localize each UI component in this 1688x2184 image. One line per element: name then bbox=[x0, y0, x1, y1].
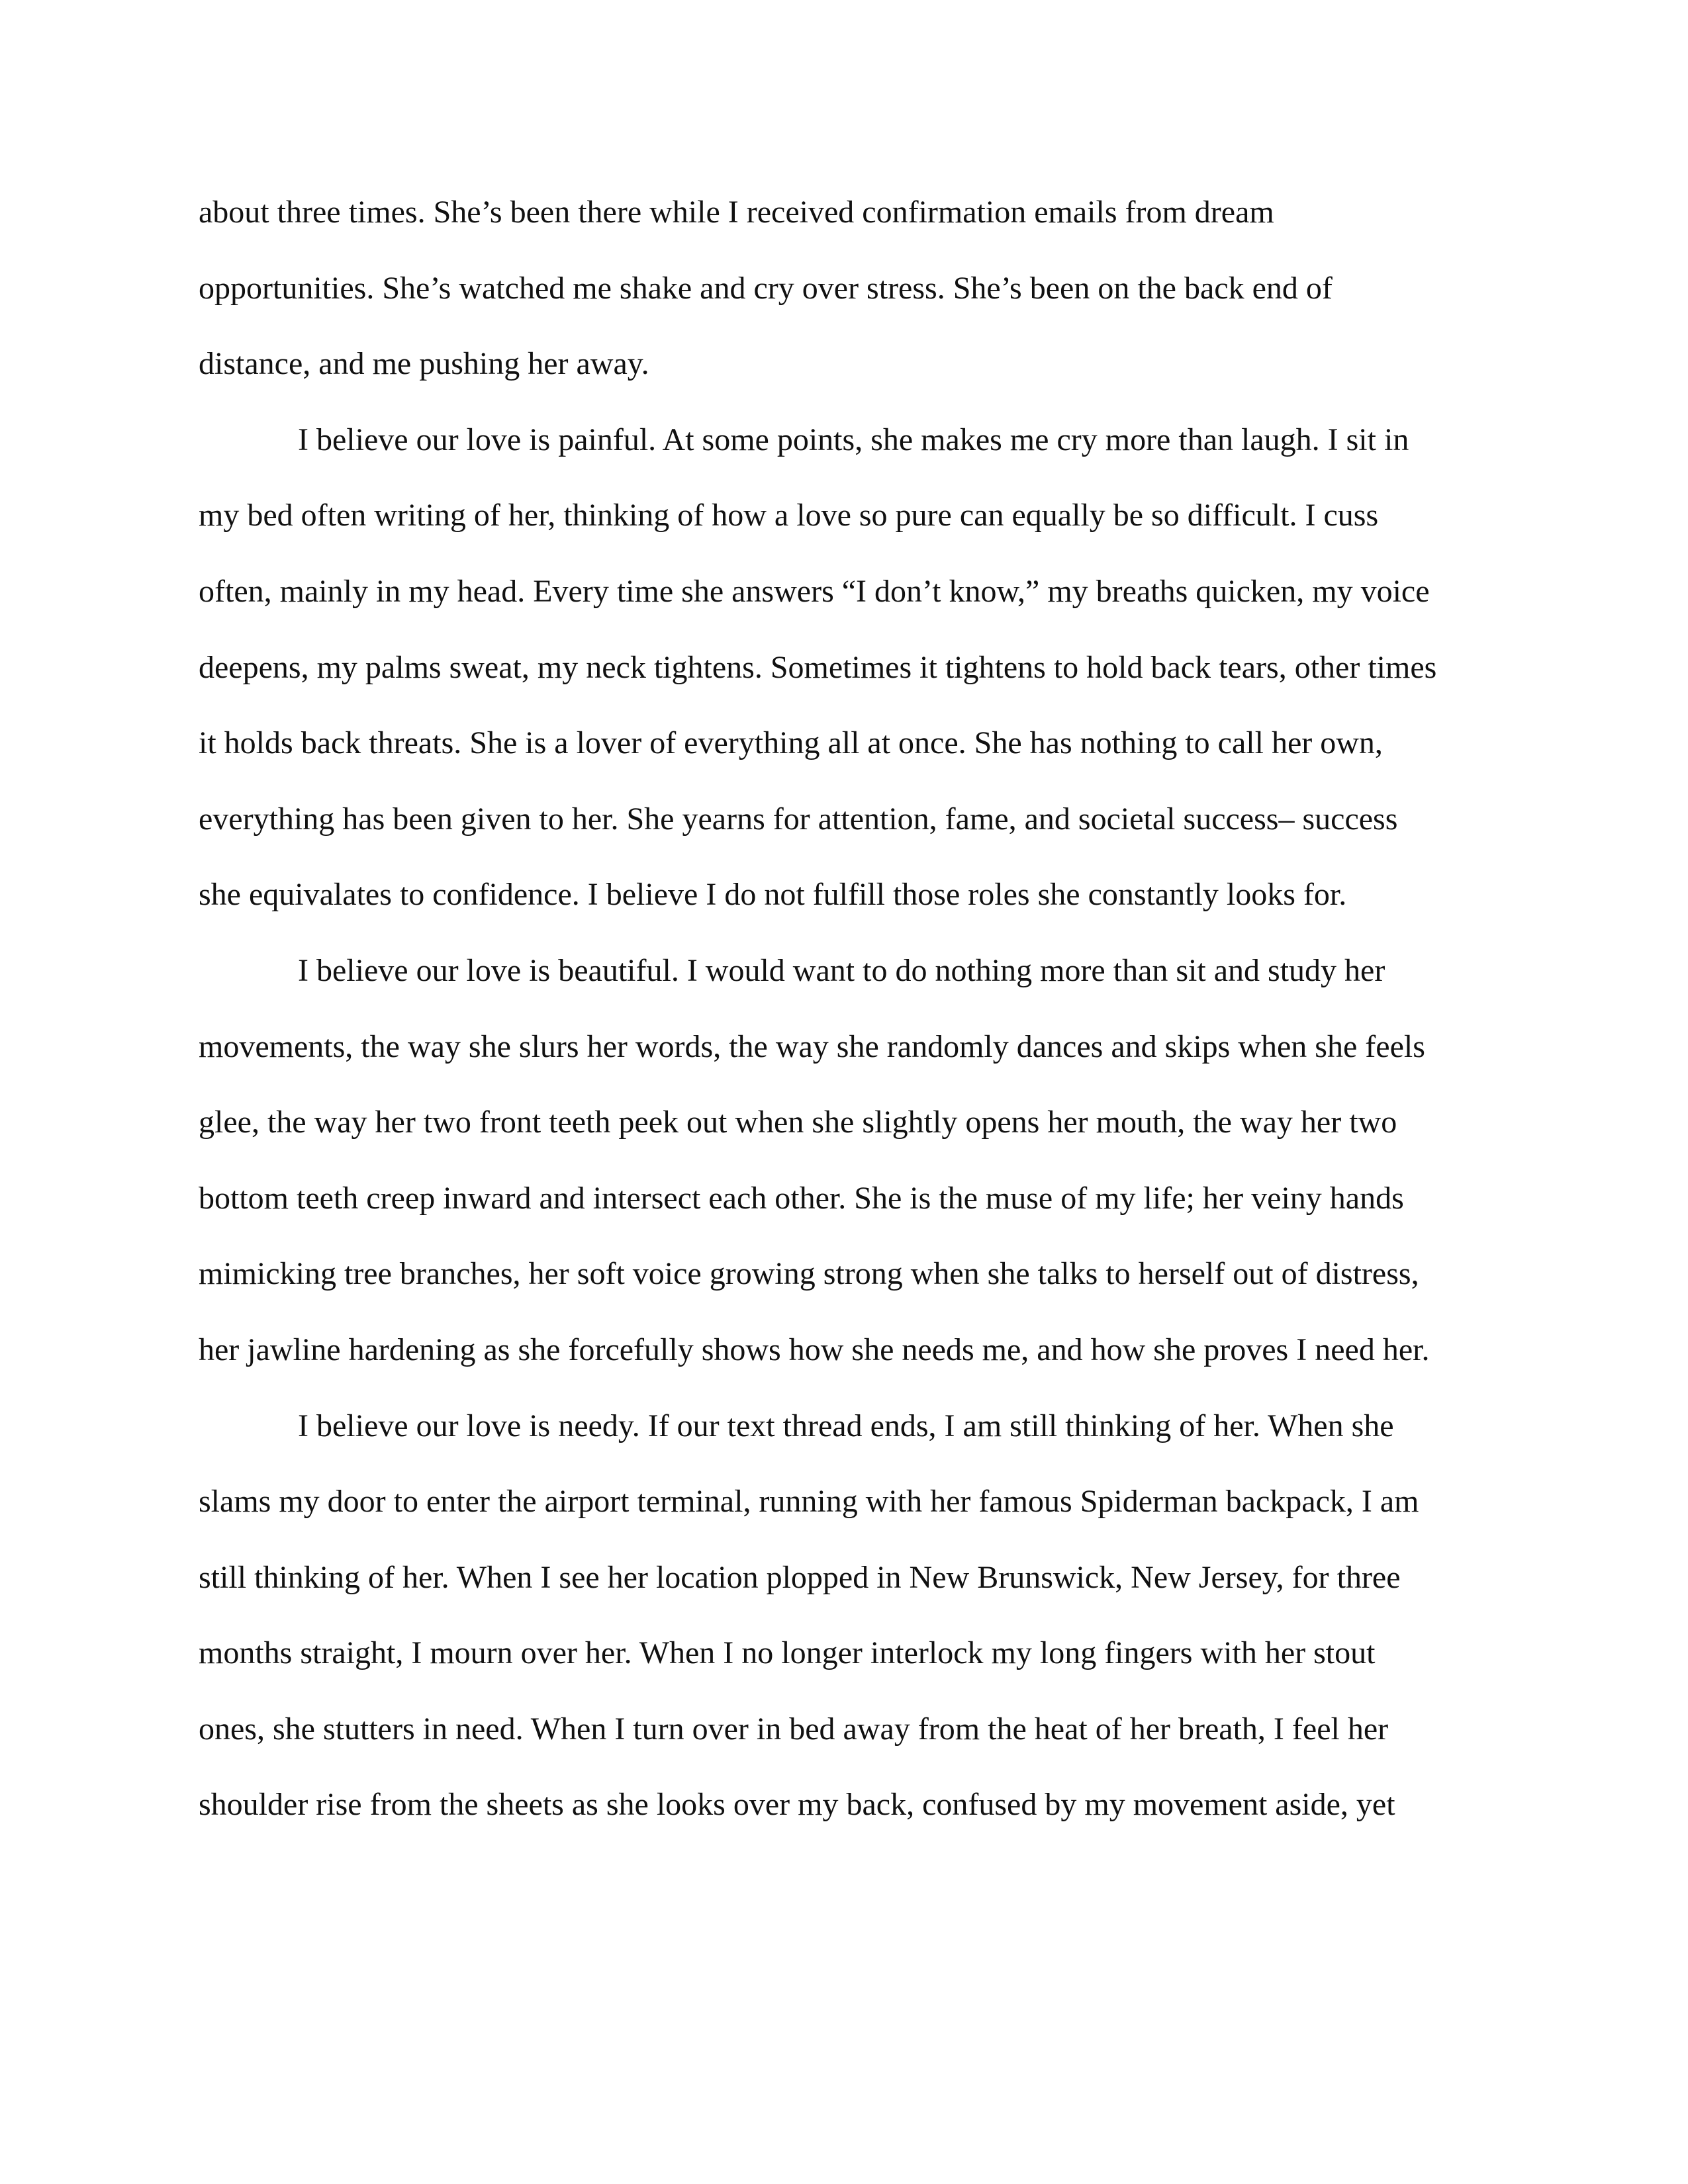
text-line: mimicking tree branches, her soft voice growing strong when she talks to herself out of distress, bbox=[199, 1256, 1419, 1292]
paragraph-first-line: I believe our love is painful. At some points, she makes me cry more than laugh. I sit in bbox=[298, 422, 1409, 457]
text-line: her jawline hardening as she forcefully shows how she needs me, and how she proves I need her. bbox=[199, 1332, 1430, 1367]
text-line: glee, the way her two front teeth peek out when she slightly opens her mouth, the way her two bbox=[199, 1105, 1397, 1140]
paragraph-first-line: I believe our love is needy. If our text thread ends, I am still thinking of her. When she bbox=[298, 1408, 1394, 1443]
text-line: it holds back threats. She is a lover of everything all at once. She has nothing to call her own, bbox=[199, 725, 1383, 761]
text-line: everything has been given to her. She yearns for attention, fame, and societal success– success bbox=[199, 801, 1398, 837]
text-line: often, mainly in my head. Every time she answers “I don’t know,” my breaths quicken, my voice bbox=[199, 573, 1430, 609]
text-line: my bed often writing of her, thinking of how a love so pure can equally be so difficult. I cuss bbox=[199, 498, 1379, 533]
paragraph-first-line: I believe our love is beautiful. I would want to do nothing more than sit and study her bbox=[298, 952, 1385, 988]
text-line: movements, the way she slurs her words, the way she randomly dances and skips when she feels bbox=[199, 1028, 1425, 1064]
text-line: bottom teeth creep inward and intersect each other. She is the muse of my life; her veiny hands bbox=[199, 1180, 1404, 1216]
text-line: she equivalates to confidence. I believe I do not fulfill those roles she constantly looks for. bbox=[199, 877, 1347, 913]
text-line: shoulder rise from the sheets as she looks over my back, confused by my movement aside, yet bbox=[199, 1787, 1395, 1823]
text-line: deepens, my palms sweat, my neck tightens. Sometimes it tightens to hold back tears, other times bbox=[199, 649, 1437, 685]
text-line: opportunities. She’s watched me shake and cry over stress. She’s been on the back end of bbox=[199, 270, 1333, 306]
body-text bbox=[199, 197, 1489, 1865]
text-line: ones, she stutters in need. When I turn over in bed away from the heat of her breath, I feel her bbox=[199, 1711, 1389, 1747]
text-line: distance, and me pushing her away. bbox=[199, 346, 649, 382]
text-line: slams my door to enter the airport terminal, running with her famous Spiderman backpack, I am bbox=[199, 1484, 1419, 1520]
text-line: months straight, I mourn over her. When I no longer interlock my long fingers with her stout bbox=[199, 1635, 1376, 1671]
text-line: about three times. She’s been there while I received confirmation emails from dream bbox=[199, 195, 1274, 230]
text-line: still thinking of her. When I see her location plopped in New Brunswick, New Jersey, for three bbox=[199, 1559, 1401, 1595]
